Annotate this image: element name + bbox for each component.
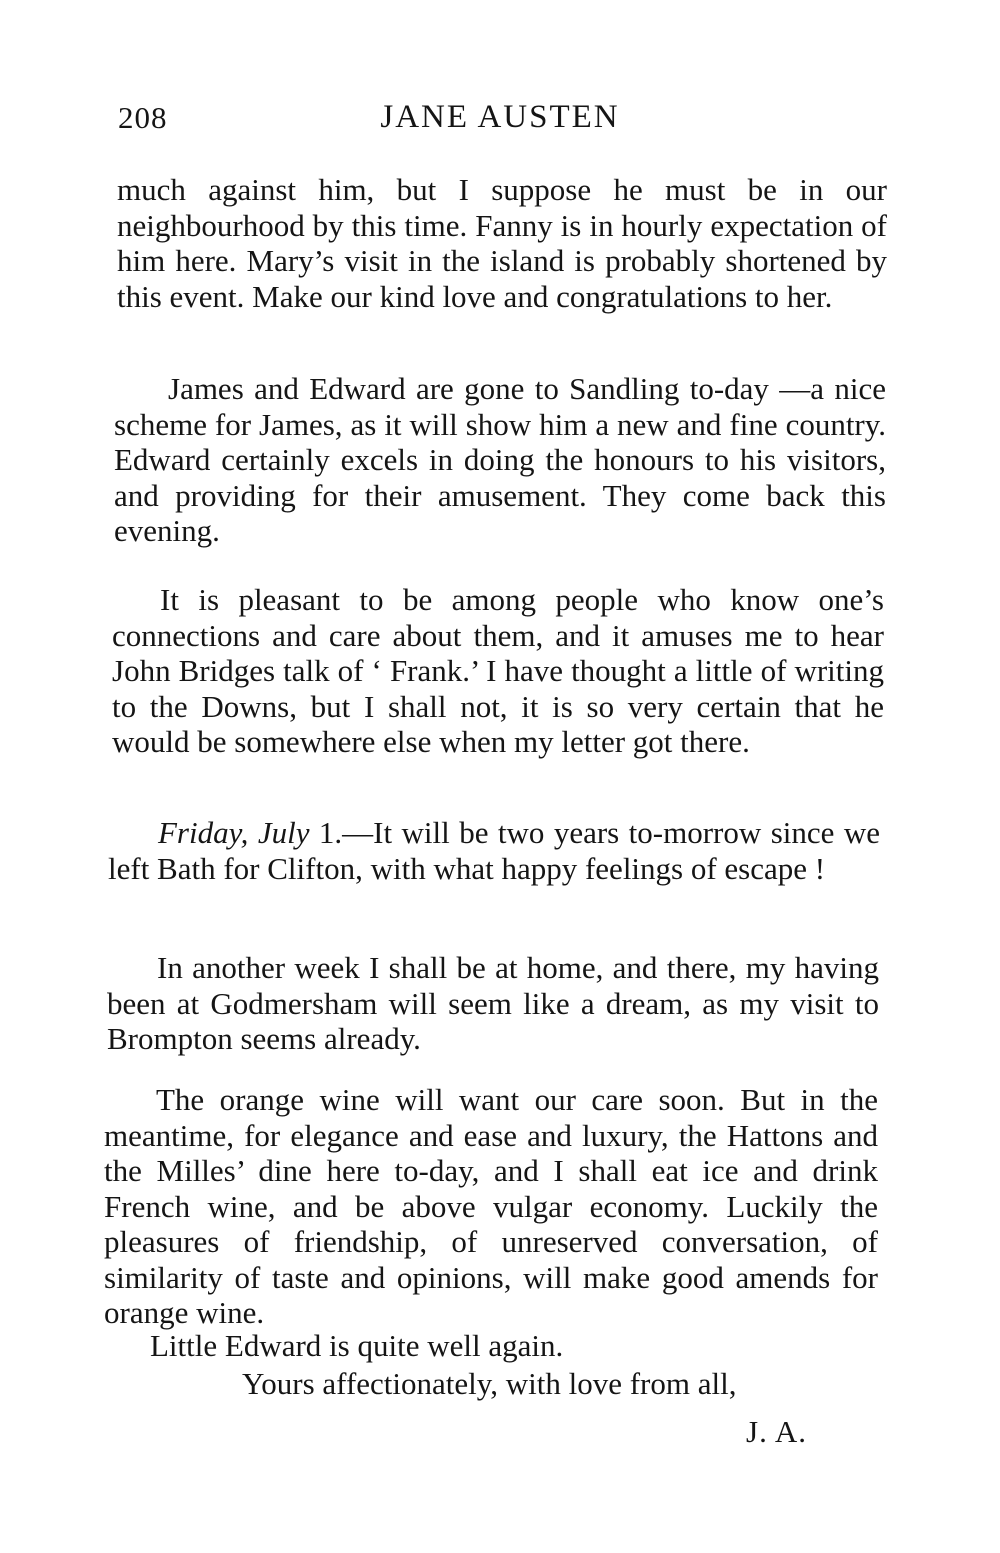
valediction: Yours affectionately, with love from all, — [242, 1366, 737, 1401]
paragraph-friday — [108, 815, 880, 886]
paragraph-friday-text: 1.—It will be two years to-morrow since we left Bath for Clifton, with what happy feelings of escape ! — [108, 815, 880, 886]
date-heading: Friday, July — [158, 815, 310, 850]
signature: J. A. — [746, 1414, 807, 1449]
page-number: 208 — [118, 100, 168, 135]
paragraph-continuation: much against him, but I suppose he must be in our neighbourhood by this time. Fanny is in hourly expectation of him here. Mary’s visit in the island is probably shortened by this event. Make our kind love and congratulations to her. — [117, 172, 887, 314]
paragraph-connections: It is pleasant to be among people who know one’s connections and care about them, and it amuses me to hear John Bridges talk of ‘ Frank.’ I have thought a little of writing to the Downs, but I shall not, it is so very certain that he would be somewhere else when my letter got there. — [112, 582, 884, 759]
paragraph-home: In another week I shall be at home, and there, my having been at Godmersham will seem like a dream, as my visit to Brompton seems already. — [107, 950, 879, 1056]
running-title: JANE AUSTEN — [380, 99, 620, 135]
paragraph-sandling: James and Edward are gone to Sandling to-day —a nice scheme for James, as it will show him a new and fine country. Edward certainly excels in doing the honours to his visitors, and providing for their amusement. They come back this evening. — [114, 371, 886, 548]
paragraph-orange-wine: The orange wine will want our care soon. But in the meantime, for elegance and ease and luxury, the Hattons and the Milles’ dine here to-day, and I shall eat ice and drink French wine, and be above vulgar economy. Luckily the pleasures of friendship, of unreserved conversation, of similarity of taste and opinions, will make good amends for orange wine. — [104, 1082, 878, 1330]
paragraph-little-edward: Little Edward is quite well again. — [150, 1328, 564, 1363]
